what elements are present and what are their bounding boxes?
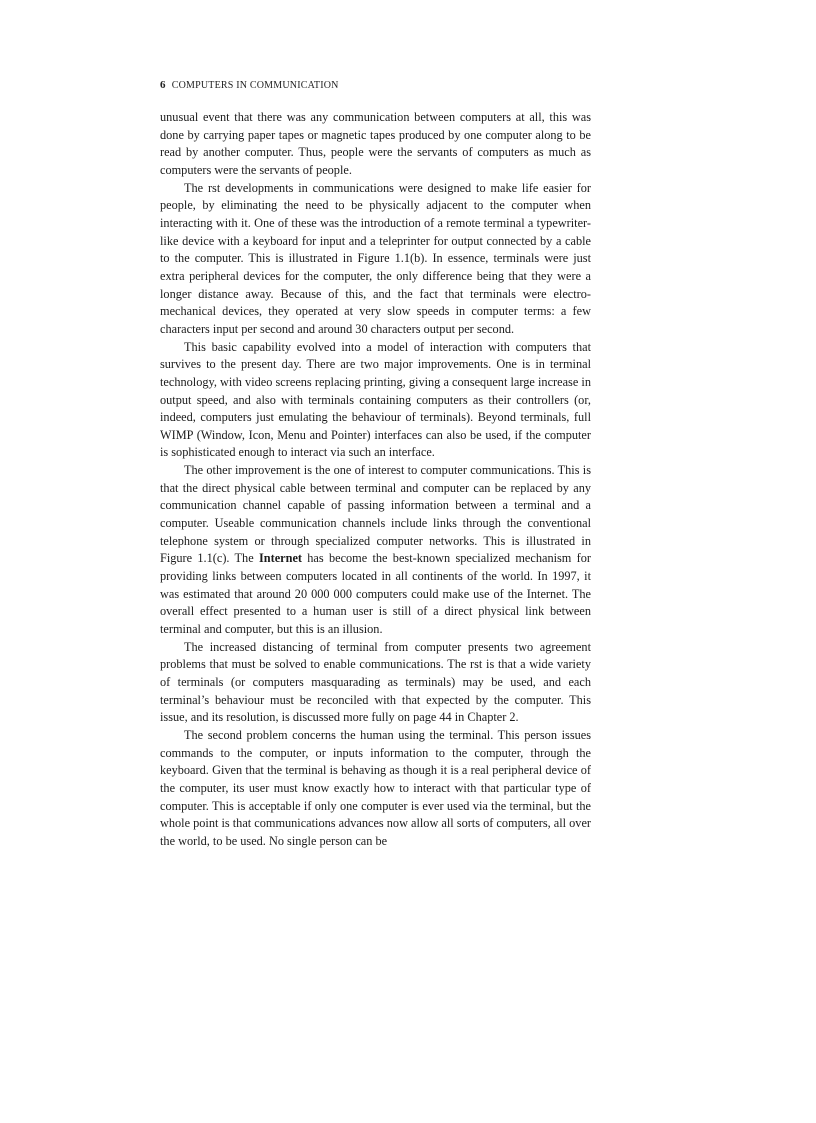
running-head: [160, 79, 339, 91]
internet-term: Internet: [258, 551, 302, 566]
paragraph-5: The increased distancing of terminal from computer presents two agreement problems that must be solved to enable communications. The rst is that a wide variety of terminals (or computers masquarading as terminals) may be used, and each terminal’s behaviour must be reconciled with that expected by the computer. This issue, and its resolution, is discussed more fully on page 44 in Chapter 2.: [160, 639, 591, 725]
paragraph-4: [160, 462, 591, 639]
running-title: COMPUTERS IN COMMUNICATION: [171, 80, 339, 91]
page-number: 6: [160, 79, 166, 91]
paragraph-6: The second problem concerns the human using the terminal. This person issues commands to the computer, or inputs information to the computer, through the keyboard. Given that the terminal is behaving as though it is a real peripheral device of the computer, its user must know exactly how to interact with that particular type of computer. This is acceptable if only one computer is ever used via the terminal, but the whole point is that communications advances now allow all sorts of computers, all over the world, to be used. No single person can be: [160, 727, 591, 848]
paragraph-4-part-1: The other improvement is the one of interest to computer communications. This is that the direct physical cable between terminal and computer can be replaced by any communication channel capable of passing information between a terminal and a computer. Useable communication channels include links through the conventional telephone system or through specialized computer networks. This is illustrated in Figure 1.1(c). The: [160, 463, 591, 566]
paragraph-3: This basic capability evolved into a model of interaction with computers that survives to the present day. There are two major improvements. One is in terminal technology, with video screens replacing printing, giving a consequent large increase in output speed, and also with terminals containing computers as their controllers (or, indeed, computers just emulating the behaviour of terminals). Beyond terminals, full WIMP (Window, Icon, Menu and Pointer) interfaces can also be used, if the computer is sophisticated enough to interact via such an interface.: [160, 339, 591, 460]
paragraph-1: unusual event that there was any communication between computers at all, this was done by carrying paper tapes or magnetic tapes produced by one computer along to be read by another computer. Thus, people were the servants of computers as much as computers were the servants of people.: [160, 110, 591, 177]
paragraph-4-part-2: has become the best-known specialized mechanism for providing links between computers located in all continents of the world. In 1997, it was estimated that around 20 000 000 computers could make use of the Internet. The overall effect presented to a human user is still of a direct physical link between terminal and computer, but this is an illusion.: [160, 551, 591, 637]
paragraph-2: The rst developments in communications were designed to make life easier for people, by eliminating the need to be physically adjacent to the computer when interacting with it. One of these was the introduction of a remote terminal a typewriter-like device with a keyboard for input and a teleprinter for output connected by a cable to the computer. This is illustrated in Figure 1.1(b). In essence, terminals were just extra peripheral devices for the computer, the only difference being that they were a longer distance away. Because of this, and the fact that terminals were electro-mechanical devices, they operated at very slow speeds in computer terms: a few characters input per second and around 30 characters output per second.: [160, 180, 591, 336]
body-text: [160, 109, 591, 851]
